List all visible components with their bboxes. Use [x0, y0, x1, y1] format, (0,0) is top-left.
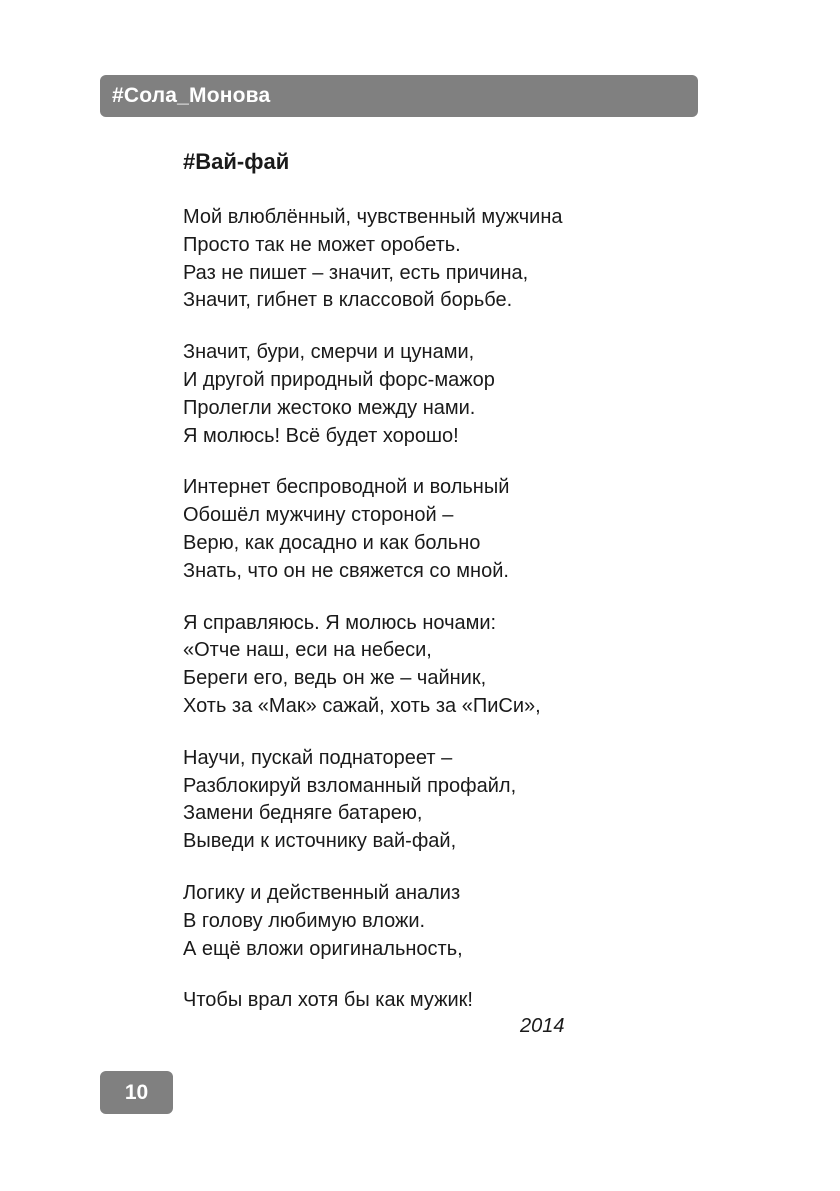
running-header-title: #Сола_Монова [112, 84, 271, 107]
poem-line: Чтобы врал хотя бы как мужик! [183, 989, 473, 1012]
poem-line: Интернет беспроводной и вольный [183, 476, 510, 499]
poem-year: 2014 [520, 1015, 565, 1037]
stanza-2 [183, 339, 663, 450]
poem-line: Я справляюсь. Я молюсь ночами: [183, 611, 497, 634]
poem-line: Выведи к источнику вай-фай, [183, 830, 457, 853]
poem-line: А ещё вложи оригинальность, [183, 937, 463, 960]
running-header [100, 75, 698, 117]
poem-line: Разблокируй взломанный профайл, [183, 774, 517, 797]
page-number-badge [100, 1071, 173, 1114]
poem [183, 147, 663, 1039]
poem-line: И другой природный форс-мажор [183, 368, 495, 391]
stanza-3 [183, 474, 663, 585]
stanza-1 [183, 204, 663, 315]
stanza-6 [183, 880, 663, 963]
poem-line: Знать, что он не свяжется со мной. [183, 559, 509, 582]
stanza-7 [183, 987, 663, 1015]
poem-line: Просто так не может оробеть. [183, 233, 461, 256]
stanza-5 [183, 745, 663, 856]
poem-line: Значит, бури, смерчи и цунами, [183, 341, 475, 364]
poem-line: Значит, гибнет в классовой борьбе. [183, 289, 513, 312]
poem-line: В голову любимую вложи. [183, 909, 426, 932]
poem-line: Хоть за «Мак» сажай, хоть за «ПиСи», [183, 694, 541, 717]
poem-line: Мой влюблённый, чувственный мужчина [183, 206, 563, 228]
poem-title: #Вай-фай [183, 149, 290, 174]
poem-line: Я молюсь! Всё будет хорошо! [183, 424, 459, 447]
poem-line: Логику и действенный анализ [183, 881, 461, 904]
poem-line: Научи, пускай поднатореет – [183, 746, 453, 769]
stanza-4 [183, 610, 663, 721]
page-number: 10 [124, 1080, 149, 1104]
poem-line: «Отче наш, еси на небеси, [183, 639, 432, 662]
poem-line: Замени бедняге батарею, [183, 802, 423, 825]
poem-line: Береги его, ведь он же – чайник, [183, 667, 487, 690]
poem-line: Раз не пишет – значит, есть причина, [183, 261, 529, 284]
poem-line: Пролегли жестоко между нами. [183, 396, 476, 419]
poem-line: Верю, как досадно и как больно [183, 531, 481, 554]
poem-line: Обошёл мужчину стороной – [183, 504, 454, 527]
